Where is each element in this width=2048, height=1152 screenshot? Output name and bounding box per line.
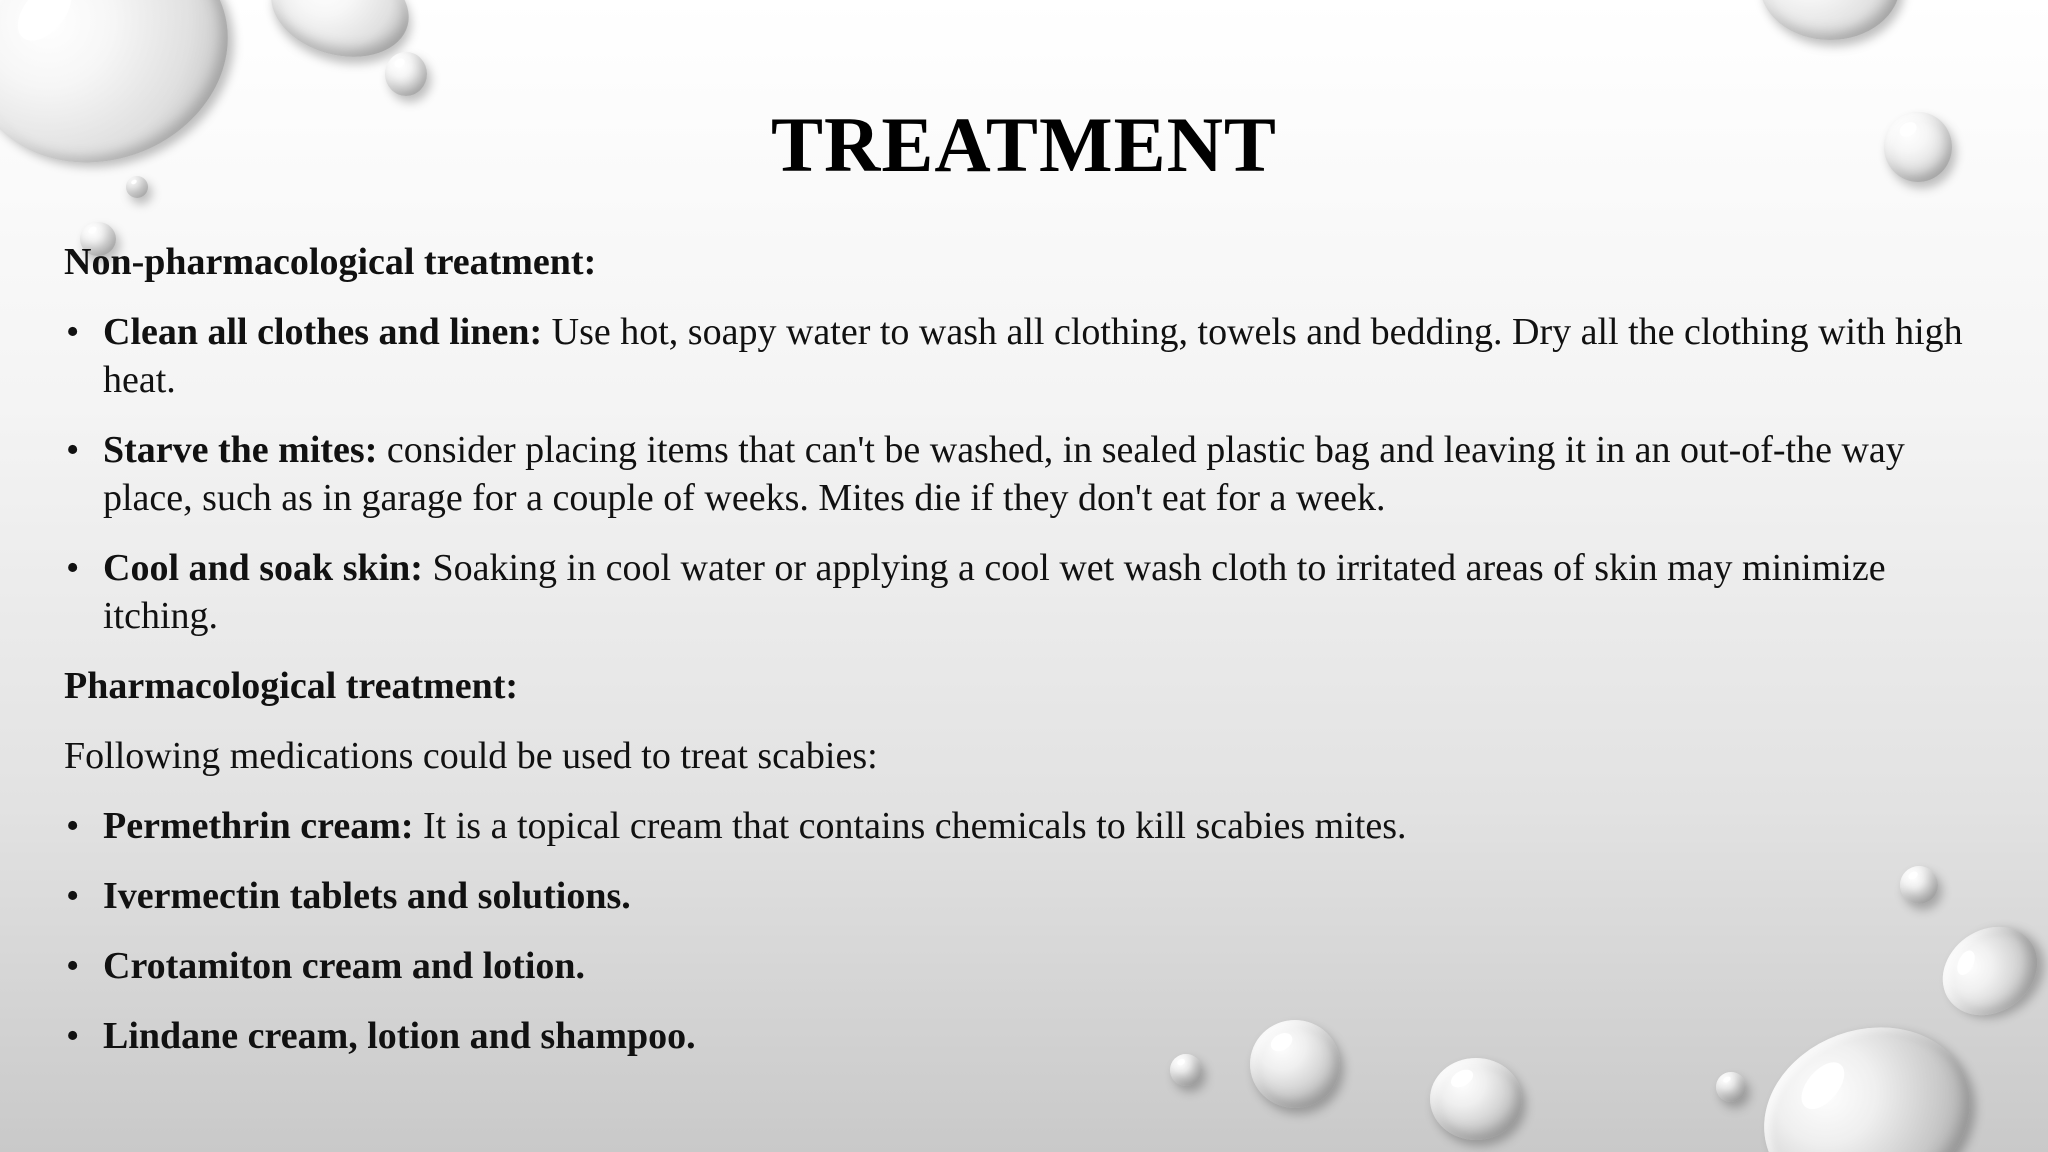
water-droplet-icon	[1760, 0, 1900, 40]
bullet-icon: •	[66, 805, 80, 847]
item-lead: Cool and soak skin:	[103, 547, 423, 589]
list-item-lindane	[64, 1012, 1964, 1060]
item-lead: Clean all clothes and linen:	[103, 311, 543, 353]
pharmacological-intro: Following medications could be used to treat scabies:	[64, 735, 878, 777]
bullet-icon: •	[66, 547, 80, 589]
bullet-icon: •	[66, 1015, 80, 1057]
item-lead: Lindane cream, lotion and shampoo.	[103, 1015, 696, 1057]
item-text: Use hot, soapy water to wash all clothing, towels and bedding. Dry all the clothing with high heat.	[103, 311, 1963, 401]
list-item-ivermectin	[64, 872, 1964, 920]
pharmacological-heading: Pharmacological treatment:	[64, 665, 519, 707]
list-item-starve-mites	[64, 426, 1964, 522]
item-lead: Ivermectin tablets and solutions.	[103, 875, 631, 917]
item-lead: Starve the mites:	[103, 429, 378, 471]
non-pharmacological-heading: Non-pharmacological treatment:	[64, 241, 597, 283]
bullet-icon: •	[66, 945, 80, 987]
list-item-crotamiton	[64, 942, 1964, 990]
list-item-permethrin	[64, 802, 1964, 850]
slide-body	[64, 238, 1964, 1082]
water-droplet-icon	[385, 52, 427, 96]
list-item-clean-clothes	[64, 308, 1964, 404]
item-text: It is a topical cream that contains chemicals to kill scabies mites.	[413, 805, 1407, 847]
item-text: consider placing items that can't be washed, in sealed plastic bag and leaving it in an out-of-the way place, such as in garage for a couple of weeks. Mites die if they don't eat for a week.	[103, 429, 1905, 519]
list-item-cool-soak-skin	[64, 544, 1964, 640]
bullet-icon: •	[66, 875, 80, 917]
bullet-icon: •	[66, 429, 80, 471]
slide-title: TREATMENT	[771, 101, 1277, 188]
item-lead: Crotamiton cream and lotion.	[103, 945, 586, 987]
item-lead: Permethrin cream:	[103, 805, 414, 847]
bullet-icon: •	[66, 311, 80, 353]
item-text: Soaking in cool water or applying a cool wet wash cloth to irritated areas of skin may minimize itching.	[103, 547, 1886, 637]
